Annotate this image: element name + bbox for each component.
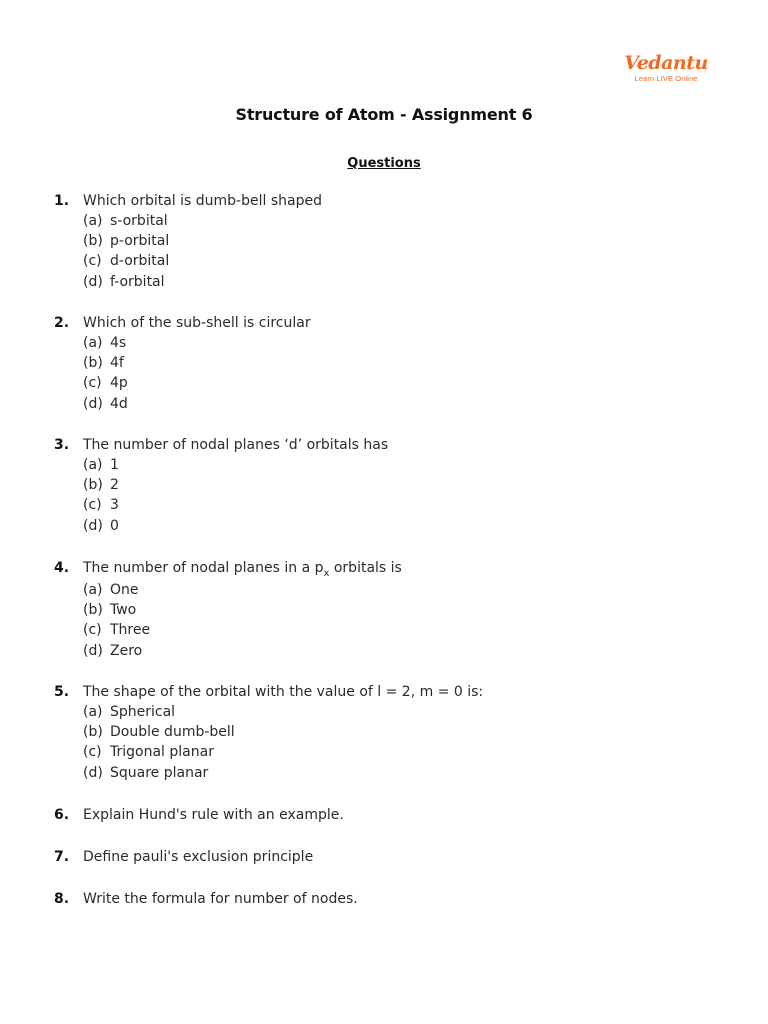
question-number: 4.	[54, 560, 70, 576]
question-text: Explain Hund's rule with an example.	[83, 807, 344, 823]
option-letter: (a)	[83, 704, 103, 720]
option	[83, 641, 714, 661]
option-text: One	[110, 582, 139, 598]
option	[83, 495, 714, 515]
option-text: 4d	[110, 395, 128, 412]
option	[83, 742, 714, 762]
option	[83, 763, 714, 783]
option-text: 1	[110, 457, 119, 473]
option-letter: (d)	[83, 764, 103, 781]
question-text: The number of nodal planes ‘d’ orbitals has	[83, 437, 389, 453]
option	[83, 251, 714, 271]
option-letter: (b)	[83, 355, 103, 372]
option-letter: (b)	[83, 233, 103, 250]
option-letter: (c)	[83, 375, 102, 392]
option-text: f-orbital	[110, 273, 165, 290]
option-letter: (b)	[83, 602, 103, 619]
option-letter: (a)	[83, 335, 103, 351]
question-number: 1.	[54, 193, 70, 209]
option-letter: (b)	[83, 477, 103, 494]
question-1	[54, 191, 714, 292]
option-text: Square planar	[110, 764, 209, 781]
option-text: Three	[110, 622, 151, 639]
option	[83, 722, 714, 742]
question-2	[54, 313, 714, 414]
option	[83, 353, 714, 373]
option-text: s-orbital	[110, 213, 168, 229]
option	[83, 600, 714, 620]
option-letter: (a)	[83, 457, 103, 473]
option-text: 4p	[110, 375, 128, 392]
question-7	[54, 847, 714, 867]
option-letter: (c)	[83, 253, 102, 270]
option	[83, 211, 714, 231]
option-letter: (d)	[83, 273, 103, 290]
option-letter: (d)	[83, 517, 103, 534]
option-letter: (a)	[83, 582, 103, 598]
question-6	[54, 805, 714, 825]
option-letter: (a)	[83, 213, 103, 229]
question-number: 3.	[54, 437, 70, 453]
option-text: d-orbital	[110, 253, 170, 270]
option-text: Spherical	[110, 704, 176, 720]
question-text: The shape of the orbital with the value of l = 2, m = 0 is:	[83, 684, 484, 700]
option	[83, 580, 714, 600]
option-letter: (c)	[83, 622, 102, 639]
option	[83, 516, 714, 536]
option-letter: (b)	[83, 724, 103, 741]
option	[83, 702, 714, 722]
question-text-part: The number of nodal planes in a p	[83, 560, 324, 576]
option	[83, 455, 714, 475]
page-title: Structure of Atom - Assignment 6	[235, 105, 533, 124]
option	[83, 475, 714, 495]
option-text: Two	[110, 602, 137, 619]
question-8	[54, 889, 714, 909]
option-text: 2	[110, 477, 119, 494]
question-number: 6.	[54, 807, 70, 823]
option	[83, 620, 714, 640]
option-text: 4f	[110, 355, 124, 372]
question-text	[83, 558, 402, 578]
option	[83, 231, 714, 251]
option-letter: (c)	[83, 497, 102, 514]
option-letter: (d)	[83, 395, 103, 412]
question-text-part: orbitals is	[329, 560, 402, 576]
question-number: 7.	[54, 849, 70, 865]
question-text: Which orbital is dumb-bell shaped	[83, 193, 322, 209]
question-text: Define pauli's exclusion principle	[83, 849, 314, 865]
logo-brand-name: Vedantu	[624, 52, 708, 74]
logo-tagline: Learn LIVE Online	[634, 74, 698, 83]
option-text: 0	[110, 517, 119, 534]
option	[83, 394, 714, 414]
option-text: Trigonal planar	[110, 744, 214, 761]
option-text: 4s	[110, 335, 127, 351]
subscript-x: x	[323, 568, 330, 579]
option	[83, 373, 714, 393]
question-number: 2.	[54, 315, 70, 331]
question-4	[54, 558, 714, 661]
question-number: 8.	[54, 891, 70, 907]
option-letter: (c)	[83, 744, 102, 761]
option-text: Zero	[110, 642, 143, 659]
question-number: 5.	[54, 684, 70, 700]
option-text: 3	[110, 497, 119, 514]
option-letter: (d)	[83, 642, 103, 659]
question-3	[54, 435, 714, 536]
option	[83, 272, 714, 292]
option-text: Double dumb-bell	[110, 724, 235, 741]
question-text: Write the formula for number of nodes.	[83, 891, 358, 907]
option-text: p-orbital	[110, 233, 170, 250]
vedantu-logo	[624, 52, 708, 88]
section-heading: Questions	[347, 156, 421, 171]
option	[83, 333, 714, 353]
question-text: Which of the sub-shell is circular	[83, 315, 311, 331]
question-5	[54, 682, 714, 783]
